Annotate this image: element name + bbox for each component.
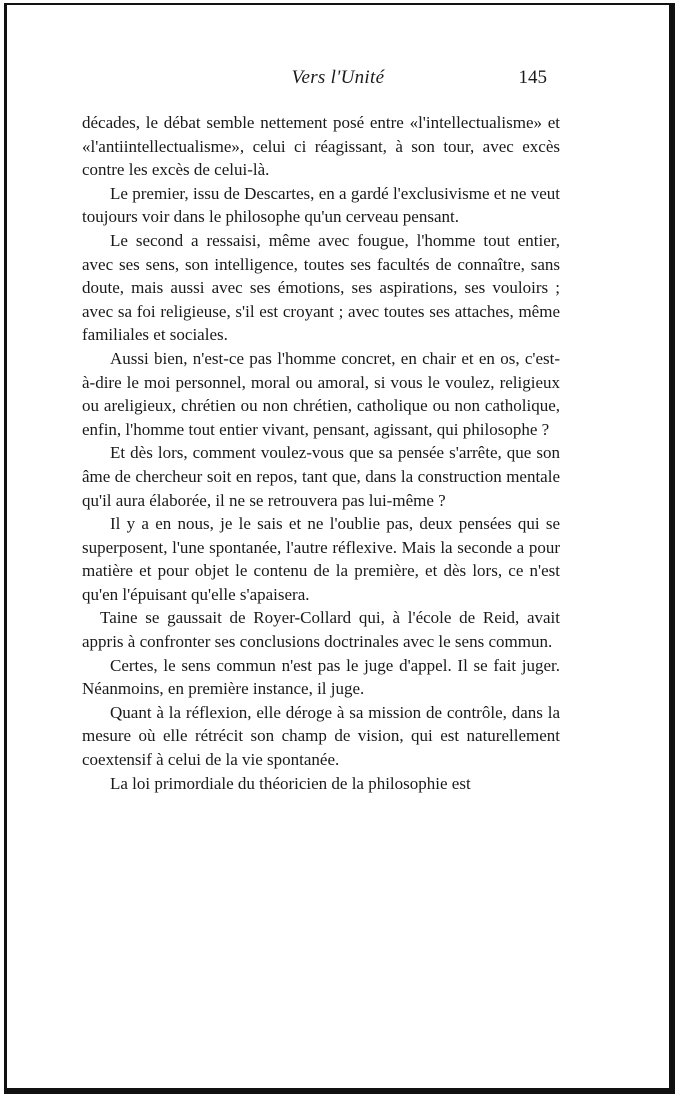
paragraph-continuation: décades, le débat semble nettement posé entre «l'intellectualisme» et «l'antiintellectualisme», celui ci réagissant, à son tour, avec excès contre les excès de celui-là.: [82, 113, 560, 180]
paragraph-sens-commun: Certes, le sens commun n'est pas le juge d'appel. Il se fait juger. Néanmoins, en première instance, il juge.: [82, 655, 560, 699]
paragraph-aussi-bien: Aussi bien, n'est-ce pas l'homme concret, en chair et en os, c'est-à-dire le moi personnel, moral ou amoral, si vous le voulez, religieux ou areligieux, chrétien ou non chrétien, catholique ou non catholique, enfin, l'homme tout entier vivant, pensant, agissant, qui philosophe ?: [82, 348, 560, 439]
paragraph-reflexion: Quant à la réflexion, elle déroge à sa mission de contrôle, dans la mesure où elle rétrécit son champ de vision, qui est naturellement coextensif à celui de la vie spontanée.: [82, 702, 560, 770]
body-text: [82, 111, 560, 795]
paragraph-des-lors: Et dès lors, comment voulez-vous que sa pensée s'arrête, que son âme de chercheur soit en repos, tant que, dans la construction mentale qu'il aura élaborée, il ne se retrouvera pas lui-même ?: [82, 443, 560, 510]
paragraph-loi-primordiale: La loi primordiale du théoricien de la philosophie est: [110, 773, 471, 793]
paragraph-deux-pensees: Il y a en nous, je le sais et ne l'oublie pas, deux pensées qui se superposent, l'une spontanée, l'autre réflexive. Mais la seconde a pour matière et pour objet le contenu de la première, et dès lors, ce n'est qu'en l'épuisant qu'elle s'apaisera.: [82, 514, 560, 604]
paragraph-second: Le second a ressaisi, même avec fougue, l'homme tout entier, avec ses sens, son intelligence, toutes ses facultés de connaître, sans doute, mais aussi avec ses émotions, ses aspirations, ses vouloirs ; avec sa foi religieuse, s'il est croyant ; avec toutes ses attaches, même familiales et sociales.: [82, 230, 560, 345]
book-page: [4, 3, 675, 1094]
paragraph-descartes: Le premier, issu de Descartes, en a gardé l'exclusivisme et ne veut toujours voir dans le philosophe qu'un cerveau pensant.: [82, 183, 560, 227]
paragraph-taine: Taine se gaussait de Royer-Collard qui, à l'école de Reid, avait appris à confronter ses conclusions doctrinales avec le sens commun.: [82, 608, 560, 652]
running-title: Vers l'Unité: [291, 67, 385, 88]
page-header: [7, 67, 669, 97]
page-number: 145: [518, 67, 547, 88]
